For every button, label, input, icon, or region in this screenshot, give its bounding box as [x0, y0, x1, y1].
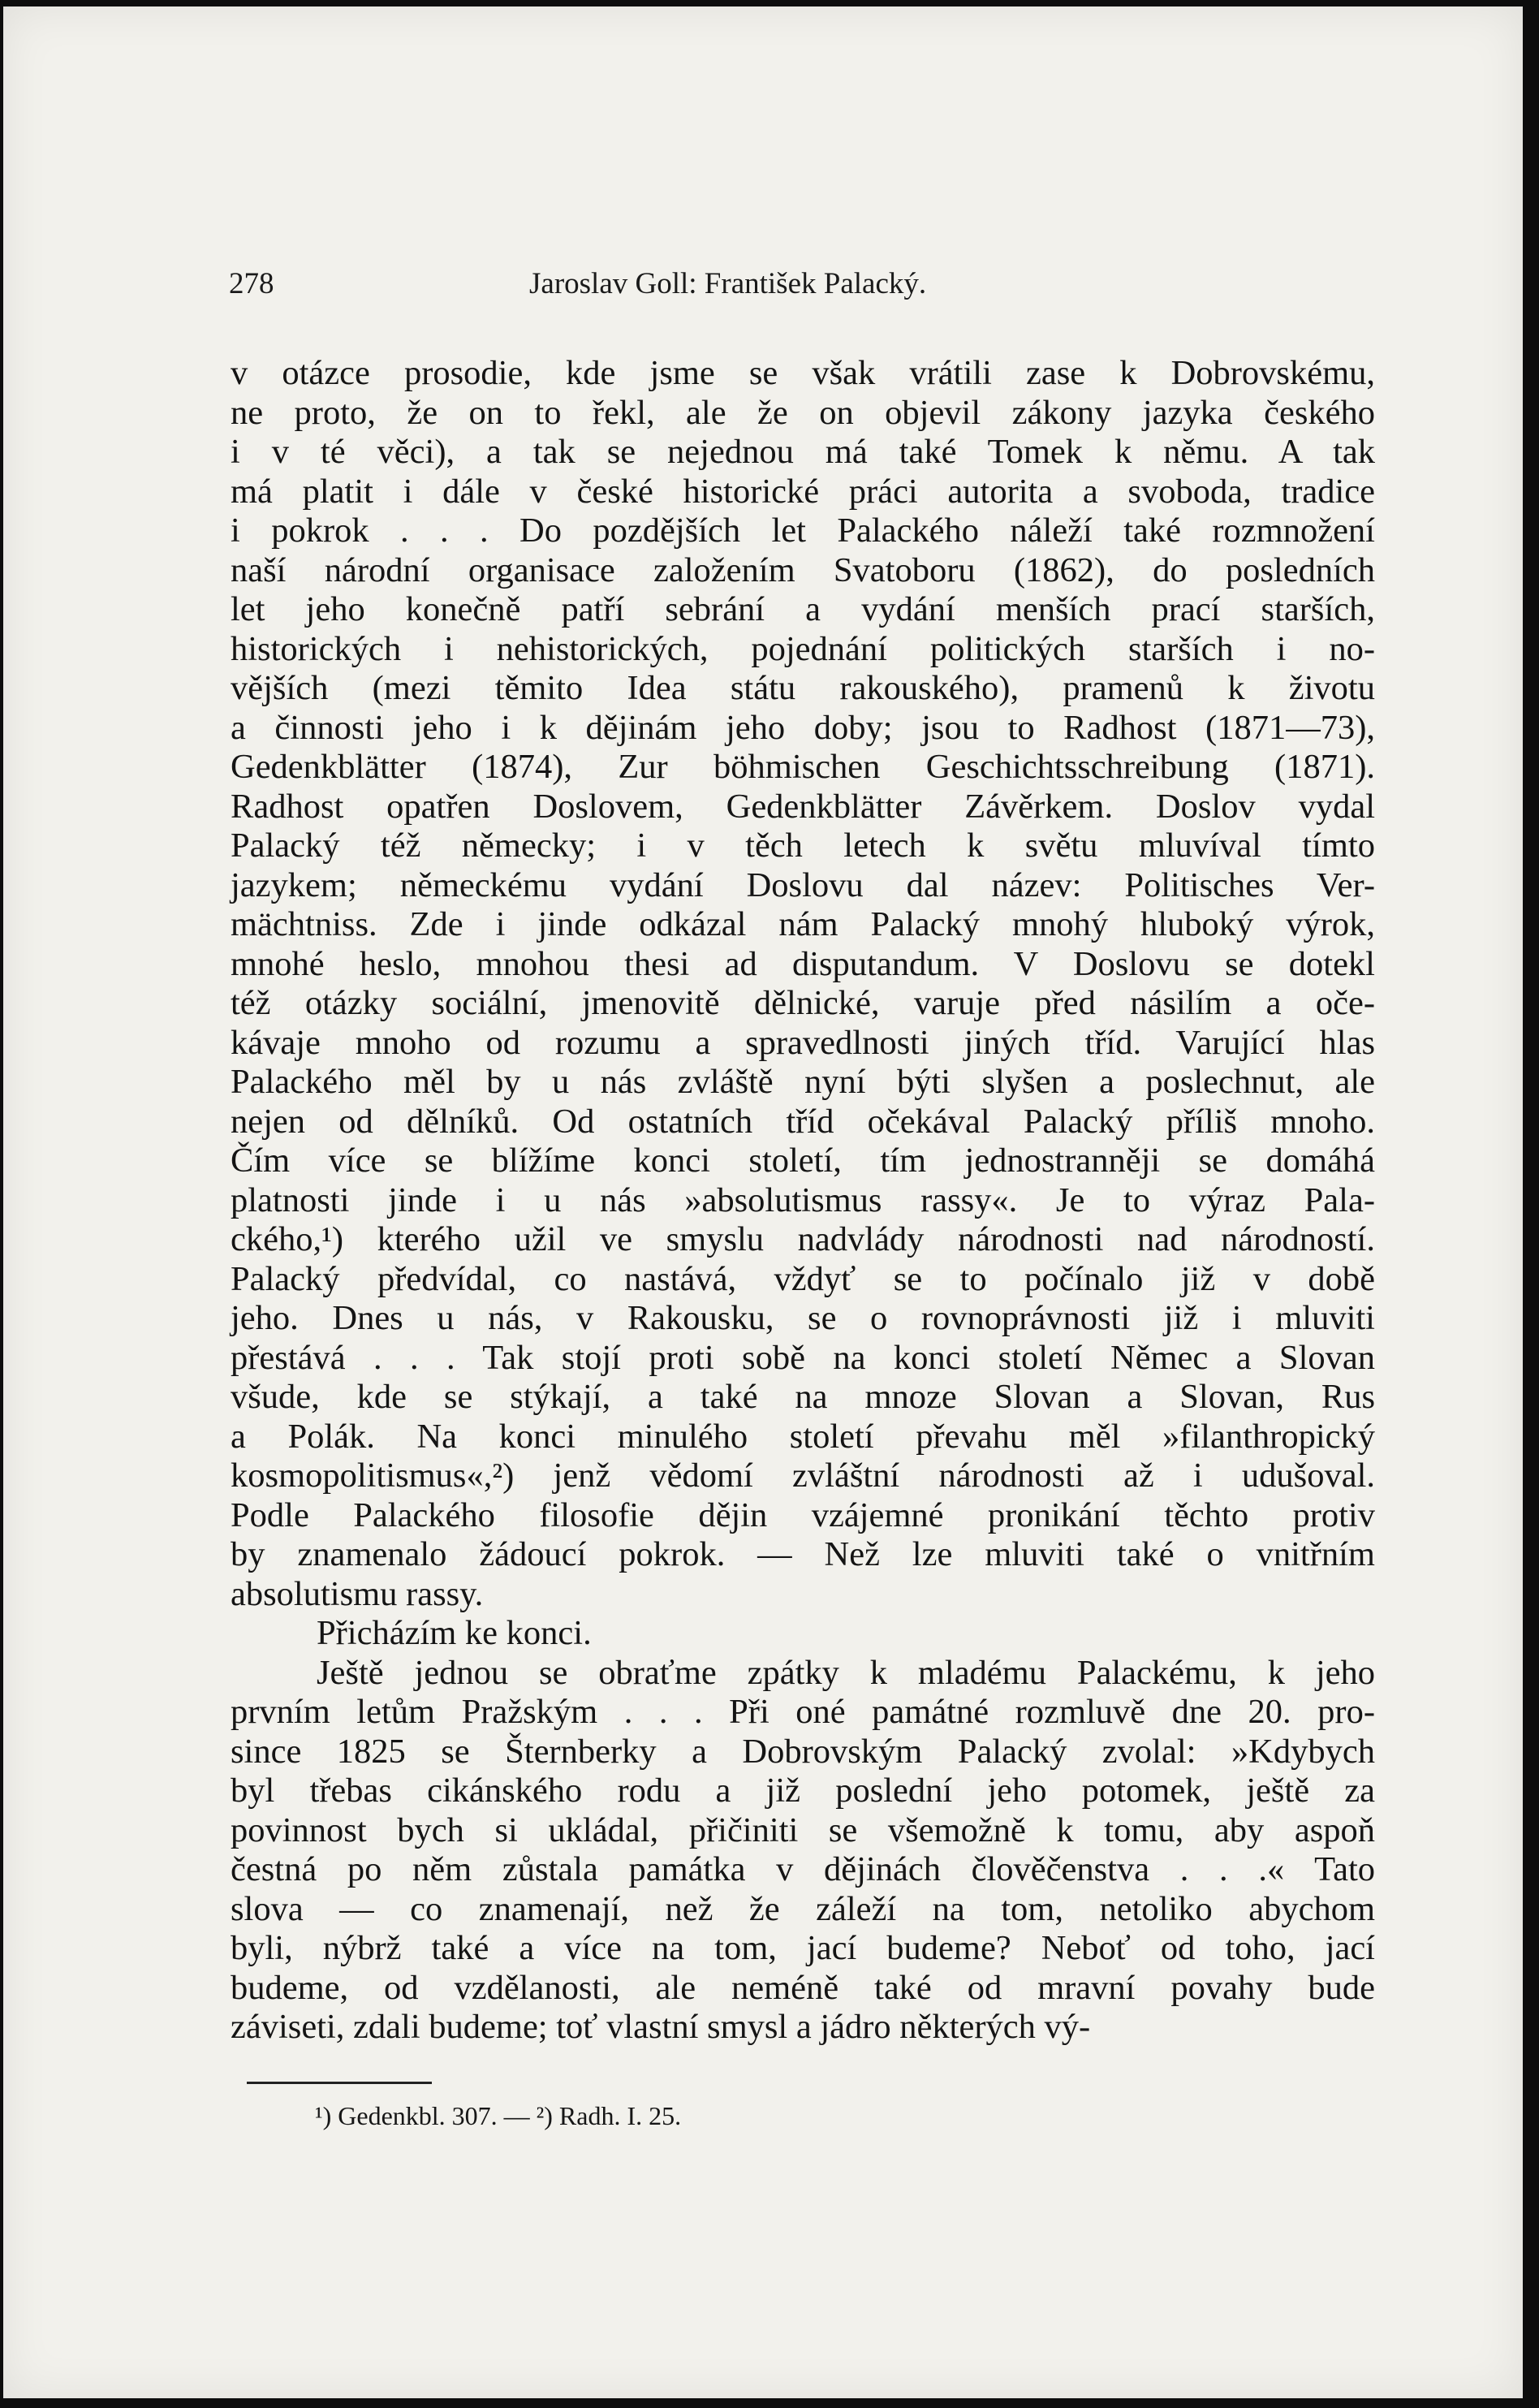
- text-line: prvním letům Pražským . . . Při oné památné rozmluvě dne 20. pro-: [231, 1693, 1375, 1731]
- text-line: jazykem; německému vydání Doslovu dal název: Politisches Ver-: [231, 865, 1375, 904]
- page-number: 278: [229, 267, 274, 300]
- text-line: záviseti, zdali budeme; toť vlastní smysl a jádro některých vý-: [231, 2008, 1091, 2046]
- text-line: má platit i dále v české historické práci autorita a svoboda, tradice: [231, 472, 1375, 511]
- text-line: Ještě jednou se obraťme zpátky k mladému Palackému, k jeho: [317, 1653, 1375, 1692]
- text-line: Gedenkblätter (1874), Zur böhmischen Geschichtsschreibung (1871).: [231, 748, 1375, 786]
- text-line: absolutismu rassy.: [231, 1574, 484, 1613]
- text-line: přestává . . . Tak stojí proti sobě na konci století Němec a Slovan: [231, 1338, 1375, 1377]
- text-line: Palacký též německy; i v těch letech k světu mluvíval tímto: [231, 826, 1375, 865]
- text-line: since 1825 se Šternberky a Dobrovským Palacký zvolal: »Kdybych: [231, 1732, 1375, 1771]
- text-line: i v té věci), a tak se nejednou má také Tomek k němu. A tak: [231, 433, 1375, 471]
- page-header: [229, 266, 1078, 307]
- text-line: Podle Palackého filosofie dějin vzájemné pronikání těchto protiv: [231, 1495, 1375, 1534]
- text-line: historických i nehistorických, pojednání politických starších i no-: [231, 629, 1375, 668]
- text-line: by znamenalo žádoucí pokrok. — Než lze mluviti také o vnitřním: [231, 1535, 1375, 1573]
- text-line: let jeho konečně patří sebrání a vydání menších prací starších,: [231, 590, 1375, 628]
- footnote-rule: [247, 2082, 432, 2084]
- text-line: kávaje mnoho od rozumu a spravedlnosti jiných tříd. Varující hlas: [231, 1023, 1375, 1062]
- running-title: Jaroslav Goll: František Palacký.: [529, 267, 927, 300]
- text-line: byl třebas cikánského rodu a již poslední jeho potomek, ještě za: [231, 1771, 1375, 1810]
- text-line: v otázce prosodie, kde jsme se však vrátili zase k Dobrovskému,: [231, 354, 1375, 392]
- paragraph-2: [231, 1614, 1375, 1654]
- text-line: naší národní organisace založením Svatoboru (1862), do posledních: [231, 550, 1375, 589]
- text-line: ckého,¹) kterého užil ve smyslu nadvlády národnosti nad národností.: [231, 1220, 1375, 1258]
- text-line: i pokrok . . . Do pozdějších let Palackého náleží také rozmnožení: [231, 511, 1375, 550]
- text-line: čestná po něm zůstala památka v dějinách člověčenstva . . .« Tato: [231, 1850, 1375, 1888]
- text-line: všude, kde se stýkají, a také na mnoze Slovan a Slovan, Rus: [231, 1378, 1375, 1416]
- text-line: budeme, od vzdělanosti, ale neméně také od mravní povahy bude: [231, 1968, 1375, 2007]
- text-line: nejen od dělníků. Od ostatních tříd očekával Palacký příliš mnoho.: [231, 1102, 1375, 1141]
- text-line: též otázky sociální, jmenovitě dělnické, varuje před násilím a oče-: [231, 984, 1375, 1022]
- text-line: Palacký předvídal, co nastává, vždyť se to počínalo již v době: [231, 1259, 1375, 1298]
- paragraph-1: [231, 354, 1375, 1614]
- paragraph-3: [231, 1654, 1375, 2048]
- text-line: platnosti jinde i u nás »absolutismus rassy«. Je to výraz Pala-: [231, 1180, 1375, 1219]
- body-text: [231, 354, 1375, 2048]
- text-line: jeho. Dnes u nás, v Rakousku, se o rovnoprávnosti již i mluviti: [231, 1299, 1375, 1337]
- text-line: byli, nýbrž také a více na tom, jací budeme? Neboť od toho, jací: [231, 1929, 1375, 1967]
- text-line: a Polák. Na konci minulého století převahu měl »filanthropický: [231, 1417, 1375, 1456]
- text-line: Čím více se blížíme konci století, tím jednostranněji se domáhá: [231, 1141, 1375, 1180]
- text-line: Přicházím ke konci.: [317, 1614, 592, 1652]
- text-line: a činnosti jeho i k dějinám jeho doby; jsou to Radhost (1871—73),: [231, 708, 1375, 747]
- text-line: povinnost bych si ukládal, přičiniti se všemožně k tomu, aby aspoň: [231, 1810, 1375, 1849]
- text-line: kosmopolitismus«,²) jenž vědomí zvláštní národnosti až i udušoval.: [231, 1456, 1375, 1495]
- footnote: ¹) Gedenkbl. 307. — ²) Radh. I. 25.: [315, 2101, 682, 2130]
- text-line: Palackého měl by u nás zvláště nyní býti slyšen a poslechnut, ale: [231, 1063, 1375, 1101]
- book-page: [3, 6, 1523, 2398]
- text-line: ne proto, že on to řekl, ale že on objevil zákony jazyka českého: [231, 393, 1375, 432]
- text-line: mächtniss. Zde i jinde odkázal nám Palacký mnohý hluboký výrok,: [231, 905, 1375, 943]
- text-line: Radhost opatřen Doslovem, Gedenkblätter Závěrkem. Doslov vydal: [231, 787, 1375, 826]
- text-line: slova — co znamenají, než že záleží na tom, netoliko abychom: [231, 1889, 1375, 1928]
- text-line: vějších (mezi těmito Idea státu rakouského), pramenů k životu: [231, 669, 1375, 707]
- text-line: mnohé heslo, mnohou thesi ad disputandum. V Doslovu se dotekl: [231, 944, 1375, 983]
